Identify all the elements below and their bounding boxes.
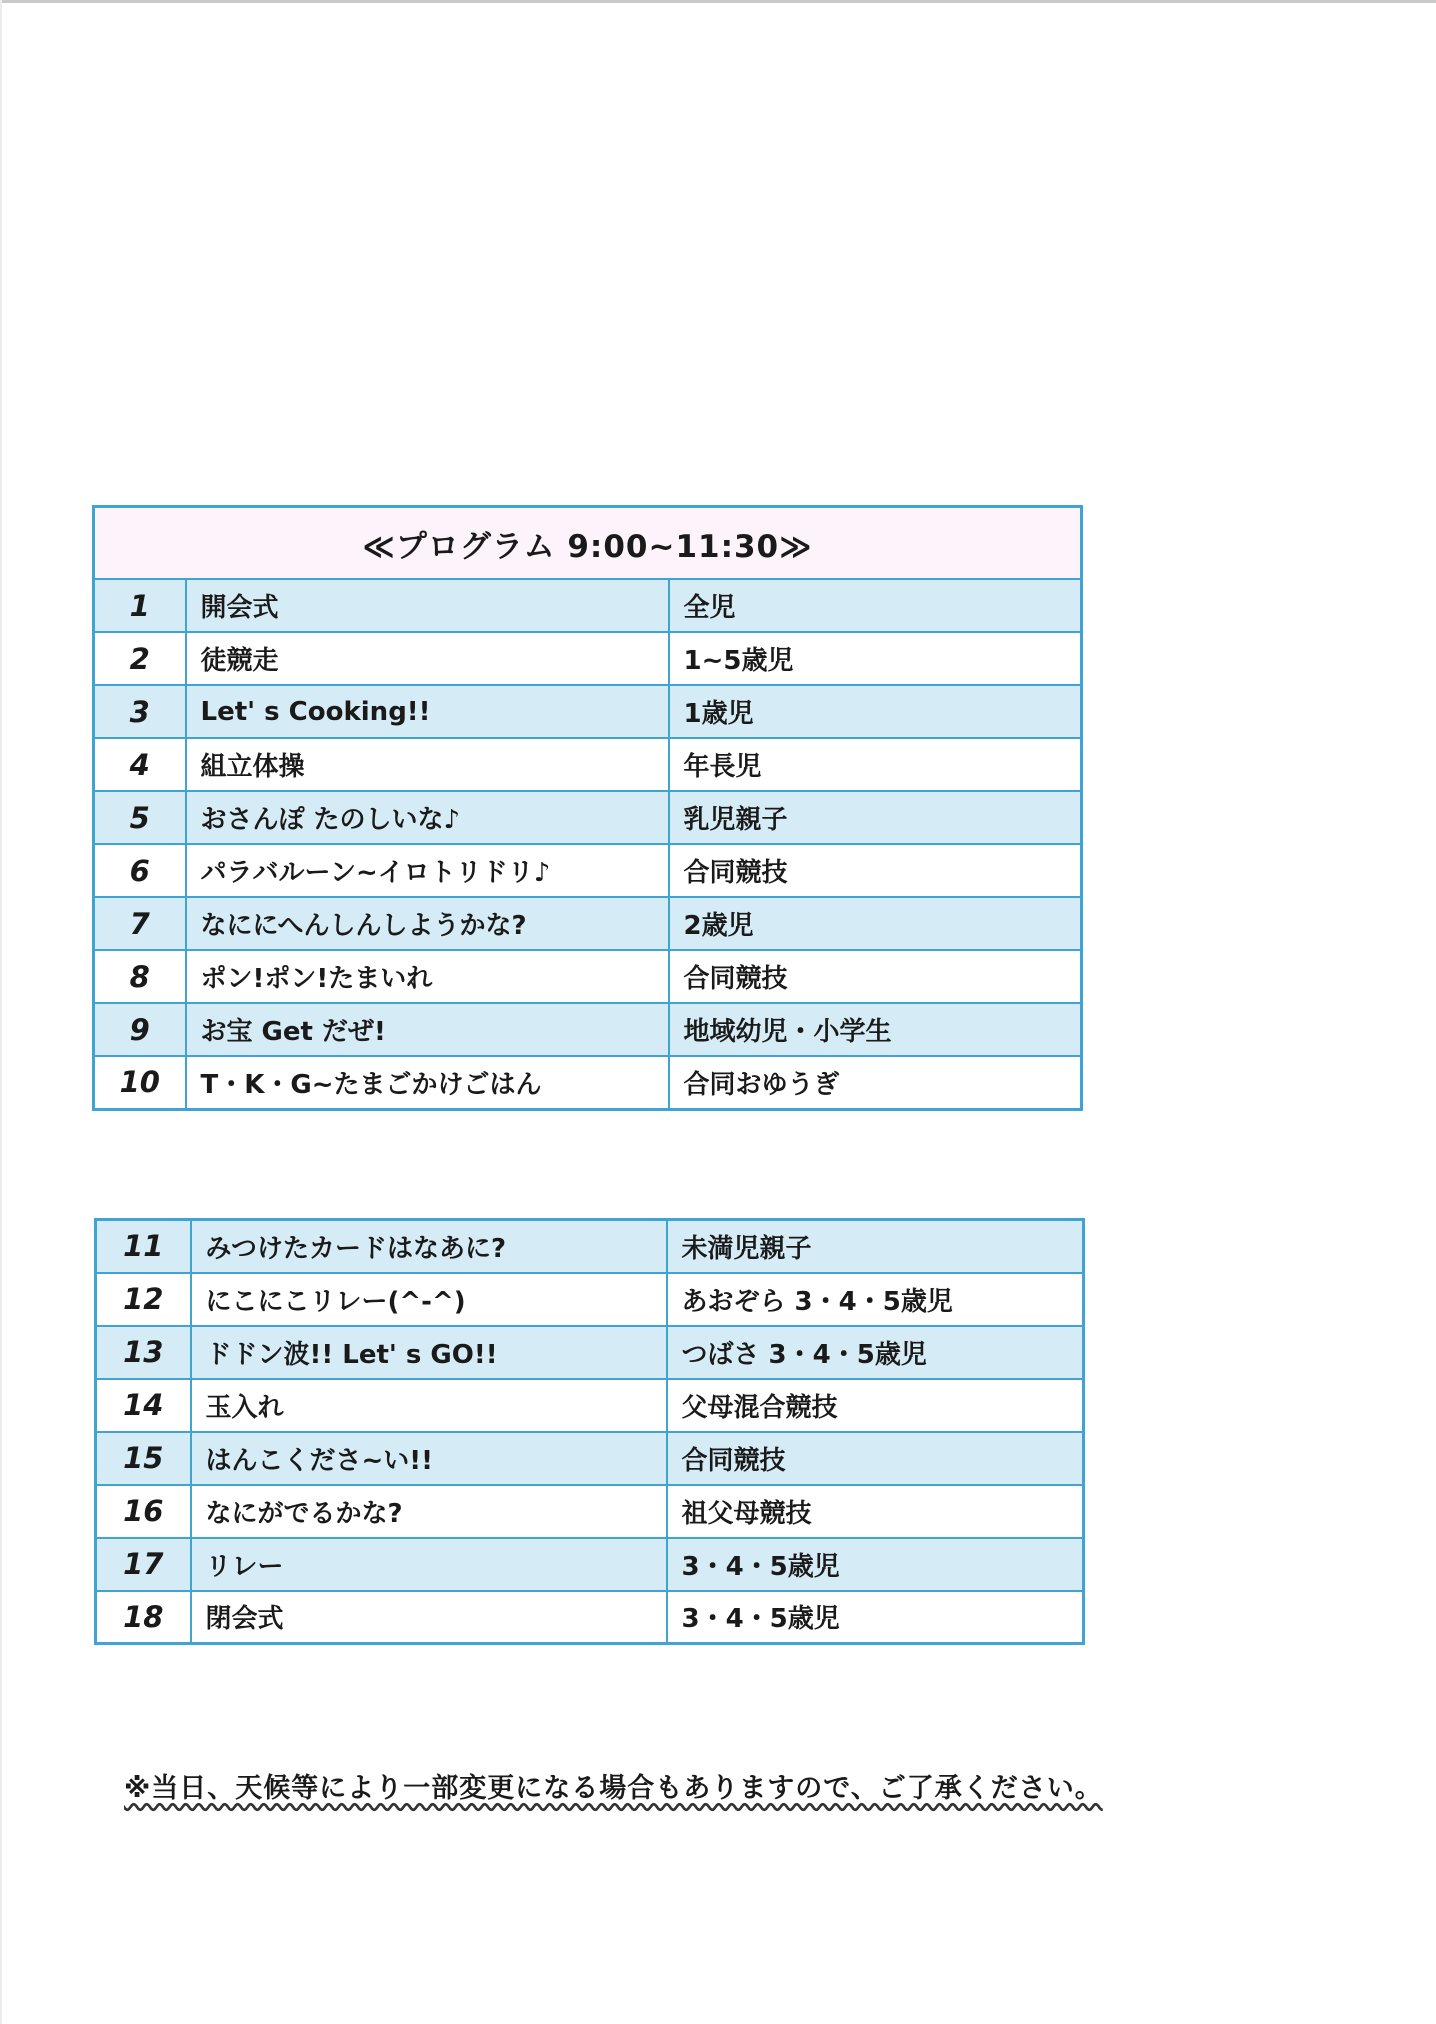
table-row <box>96 1538 1084 1591</box>
program-table-part1 <box>92 505 1083 1111</box>
participant-group: 未満児親子 <box>667 1220 1084 1273</box>
notice-text: ※当日、天候等により一部変更になる場合もありますので、ご了承ください。 <box>124 1773 1103 1804</box>
table-row <box>96 1273 1084 1326</box>
program-number: 5 <box>94 791 186 844</box>
program-number: 18 <box>96 1591 191 1644</box>
program-number: 14 <box>96 1379 191 1432</box>
table-row <box>94 897 1082 950</box>
table-row <box>94 844 1082 897</box>
participant-group: つばさ 3・4・5歳児 <box>667 1326 1084 1379</box>
program-number: 12 <box>96 1273 191 1326</box>
participant-group: 父母混合競技 <box>667 1379 1084 1432</box>
table-row <box>96 1591 1084 1644</box>
event-name: 開会式 <box>186 579 669 632</box>
table-row <box>94 791 1082 844</box>
program-rows-part1 <box>94 579 1082 1109</box>
event-name: みつけたカードはなあに? <box>191 1220 667 1273</box>
participant-group: 1~5歳児 <box>669 632 1082 685</box>
event-name: 玉入れ <box>191 1379 667 1432</box>
table-row <box>96 1485 1084 1538</box>
table-row <box>94 632 1082 685</box>
program-title: ≪プログラム 9:00~11:30≫ <box>94 507 1082 580</box>
participant-group: 3・4・5歳児 <box>667 1538 1084 1591</box>
table-row <box>94 950 1082 1003</box>
program-number: 4 <box>94 738 186 791</box>
table-row <box>96 1432 1084 1485</box>
program-number: 7 <box>94 897 186 950</box>
event-name: なにがでるかな? <box>191 1485 667 1538</box>
event-name: 組立体操 <box>186 738 669 791</box>
scan-top-edge <box>0 0 1436 3</box>
event-name: おさんぽ たのしいな♪ <box>186 791 669 844</box>
table-row <box>94 738 1082 791</box>
participant-group: 合同競技 <box>669 950 1082 1003</box>
event-name: リレー <box>191 1538 667 1591</box>
event-name: ポン!ポン!たまいれ <box>186 950 669 1003</box>
program-rows-part2 <box>96 1220 1084 1644</box>
scan-left-edge <box>0 0 2 2024</box>
program-number: 11 <box>96 1220 191 1273</box>
participant-group: 全児 <box>669 579 1082 632</box>
participant-group: 乳児親子 <box>669 791 1082 844</box>
table-row <box>96 1379 1084 1432</box>
event-name: T・K・G~たまごかけごはん <box>186 1056 669 1109</box>
participant-group: 年長児 <box>669 738 1082 791</box>
table-row <box>94 685 1082 738</box>
event-name: パラバルーン~イロトリドリ♪ <box>186 844 669 897</box>
program-number: 10 <box>94 1056 186 1109</box>
participant-group: 地域幼児・小学生 <box>669 1003 1082 1056</box>
participant-group: 合同競技 <box>669 844 1082 897</box>
table-row <box>94 579 1082 632</box>
event-name: ドドン波!! Let' s GO!! <box>191 1326 667 1379</box>
event-name: お宝 Get だぜ! <box>186 1003 669 1056</box>
program-number: 3 <box>94 685 186 738</box>
participant-group: 祖父母競技 <box>667 1485 1084 1538</box>
program-number: 1 <box>94 579 186 632</box>
program-number: 9 <box>94 1003 186 1056</box>
event-name: 徒競走 <box>186 632 669 685</box>
event-name: 閉会式 <box>191 1591 667 1644</box>
table-row <box>96 1326 1084 1379</box>
participant-group: 1歳児 <box>669 685 1082 738</box>
event-name: Let' s Cooking!! <box>186 685 669 738</box>
program-table-part2 <box>94 1218 1085 1645</box>
participant-group: あおぞら 3・4・5歳児 <box>667 1273 1084 1326</box>
program-number: 6 <box>94 844 186 897</box>
program-number: 15 <box>96 1432 191 1485</box>
participant-group: 2歳児 <box>669 897 1082 950</box>
table-row <box>94 1056 1082 1109</box>
event-name: にこにこリレー(^-^) <box>191 1273 667 1326</box>
program-number: 17 <box>96 1538 191 1591</box>
event-name: なににへんしんしようかな? <box>186 897 669 950</box>
table-row <box>96 1220 1084 1273</box>
event-name: はんこくださ~い!! <box>191 1432 667 1485</box>
program-number: 16 <box>96 1485 191 1538</box>
participant-group: 合同競技 <box>667 1432 1084 1485</box>
program-number: 8 <box>94 950 186 1003</box>
participant-group: 3・4・5歳児 <box>667 1591 1084 1644</box>
program-number: 2 <box>94 632 186 685</box>
participant-group: 合同おゆうぎ <box>669 1056 1082 1109</box>
table-row <box>94 1003 1082 1056</box>
program-number: 13 <box>96 1326 191 1379</box>
